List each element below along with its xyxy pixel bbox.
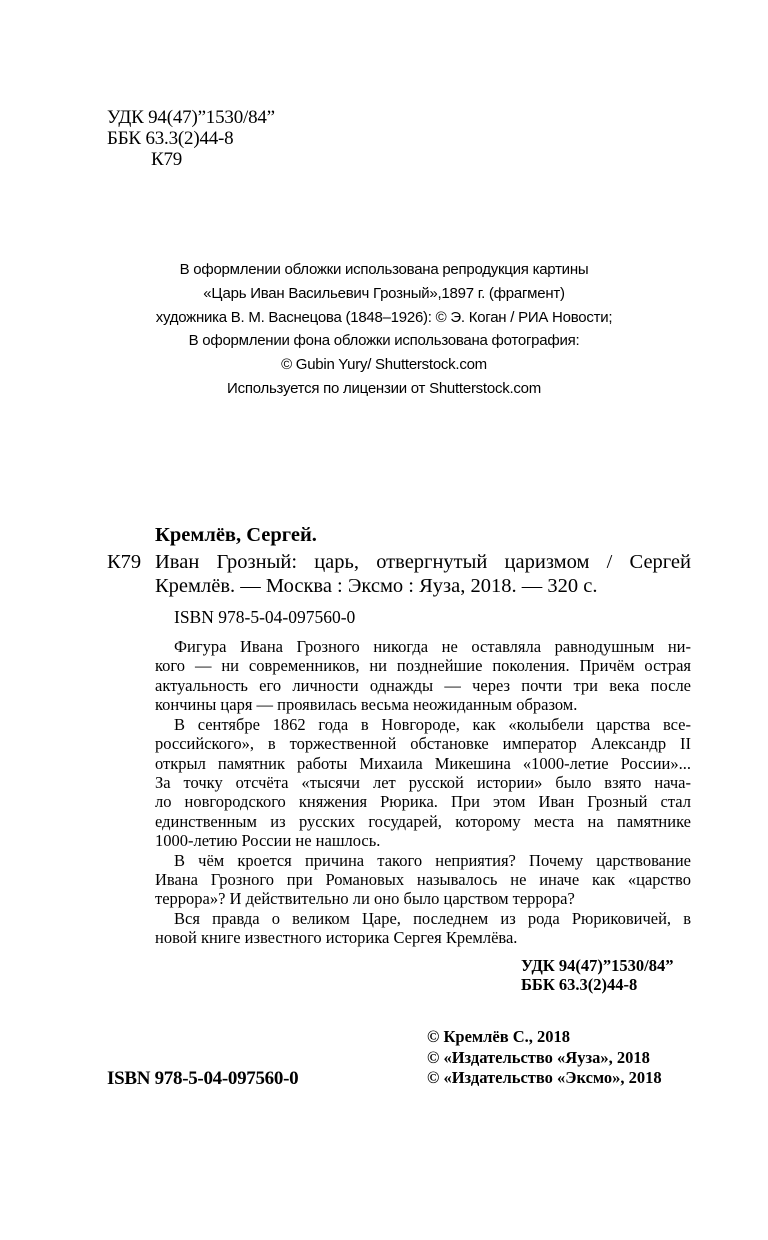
annotation-line: За точку отсчёта «тысячи лет русской истории» было взято нача-: [155, 773, 691, 792]
record-line: Кремлёв. — Москва : Эксмо : Яуза, 2018. — 320 с.: [155, 575, 598, 597]
annotation-line: кончины царя — проявилась весьма неожиданным образом.: [155, 695, 578, 714]
record-sign: К79: [107, 551, 142, 573]
credit-line: В оформлении фона обложки использована фотография:: [188, 332, 580, 350]
udk-code: УДК 94(47)”1530/84”: [107, 107, 275, 128]
credit-line: «Царь Иван Васильевич Грозный»,1897 г. (фрагмент): [203, 284, 565, 302]
record-line: Иван Грозный: царь, отвергнутый царизмом / Сергей: [155, 551, 691, 573]
annotation-line: Вся правда о великом Царе, последнем из рода Рюриковичей, в: [174, 909, 691, 928]
annotation-line: актуальность его личности однажды — через почти три века после: [155, 676, 691, 695]
annotation-line: кого — ни современников, ни позднейшие поколения. Причём острая: [155, 656, 691, 675]
copyright-line: © «Издательство «Яуза», 2018: [427, 1048, 650, 1067]
cover-credits: [0, 258, 768, 401]
credit-line: В оформлении обложки использована репродукция картины: [179, 261, 589, 278]
udk-code-bottom: УДК 94(47)”1530/84”: [521, 956, 674, 975]
record-isbn: ISBN 978-5-04-097560-0: [174, 607, 356, 627]
author-sign: К79: [151, 149, 183, 170]
copyright-line: © «Издательство «Эксмо», 2018: [427, 1068, 662, 1087]
annotation-line: новой книге известного историка Сергея Кремлёва.: [155, 928, 518, 947]
isbn: ISBN 978-5-04-097560-0: [107, 1068, 299, 1089]
bbk-code-bottom: ББК 63.3(2)44-8: [521, 975, 638, 994]
annotation-line: Ивана Грозного при Романовых называлось не иначе как «царство: [155, 870, 691, 889]
copyright-line: © Кремлёв С., 2018: [427, 1027, 571, 1046]
annotation-line: террора»? И действительно ли оно было царством террора?: [155, 889, 575, 908]
annotation-line: В сентябре 1862 года в Новгороде, как «колыбели царства все-: [174, 715, 691, 734]
credit-line: Используется по лицензии от Shutterstock.com: [227, 379, 541, 397]
credit-line: художника В. М. Васнецова (1848–1926): © Э. Коган / РИА Новости;: [155, 308, 613, 326]
annotation-line: В чём кроется причина такого неприятия? Почему царствование: [174, 851, 691, 870]
credit-line: © Gubin Yury/ Shutterstock.com: [281, 356, 487, 374]
annotation-line: единственным из русских государей, которому места на памятнике: [155, 812, 691, 831]
annotation-line: ло новгородского княжения Рюрика. При этом Иван Грозный стал: [155, 792, 691, 811]
annotation-line: Фигура Ивана Грозного никогда не оставляла равнодушным ни-: [174, 637, 691, 656]
annotation-line: российского», в торжественной обстановке император Александр II: [155, 734, 691, 753]
annotation-line: открыл памятник работы Михаила Микешина «1000-летие России»...: [155, 754, 691, 773]
record-author: Кремлёв, Сергей.: [155, 524, 317, 546]
bbk-code: ББК 63.3(2)44-8: [107, 128, 234, 149]
annotation-line: 1000-летию России не нашлось.: [155, 831, 381, 850]
